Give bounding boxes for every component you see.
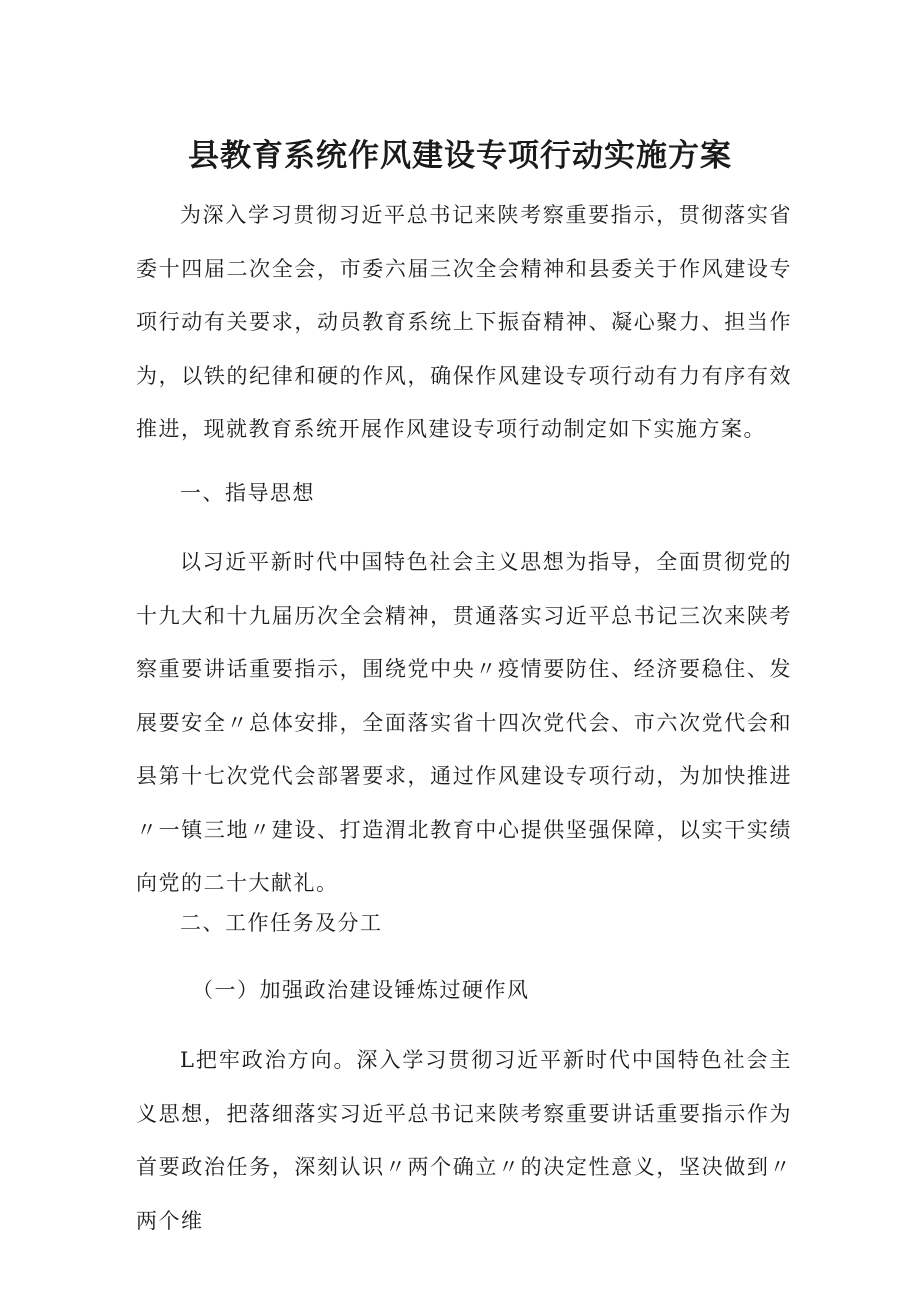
subsection-heading-political-building: （一）加强政治建设锤炼过硬作风: [192, 978, 530, 1002]
intro-paragraph: 为深入学习贯彻习近平总书记来陕考察重要指示，贯彻落实省委十四届二次全会，市委六届三次全会精神和县委关于作风建设专项行动有关要求，动员教育系统上下振奋精神、凝心聚力、担当作为，以铁的纪律和硬的作风，确保作风建设专项行动有力有序有效推进，现就教育系统开展作风建设专项行动制定如下实施方案。: [136, 203, 792, 441]
section-heading-tasks: 二、工作任务及分工: [180, 911, 383, 935]
document-title: 县教育系统作风建设专项行动实施方案: [188, 138, 732, 174]
section-heading-guiding-ideology: 一、指导思想: [180, 481, 315, 505]
item-1-paragraph: L把牢政治方向。深入学习贯彻习近平新时代中国特色社会主义思想，把落细落实习近平总书记来陕考察重要讲话重要指示作为首要政治任务，深刻认识〃两个确立〃的决定性意义，坚决做到〃两个维: [136, 1048, 792, 1233]
guiding-ideology-paragraph: 以习近平新时代中国特色社会主义思想为指导，全面贯彻党的十九大和十九届历次全会精神，贯通落实习近平总书记三次来陕考察重要讲话重要指示，围绕党中央〃疫情要防住、经济要稳住、发展要安全〃总体安排，全面落实省十四次党代会、市六次党代会和县第十七次党代会部署要求，通过作风建设专项行动，为加快推进〃一镇三地〃建设、打造渭北教育中心提供坚强保障，以实干实绩向党的二十大献礼。: [136, 550, 792, 895]
